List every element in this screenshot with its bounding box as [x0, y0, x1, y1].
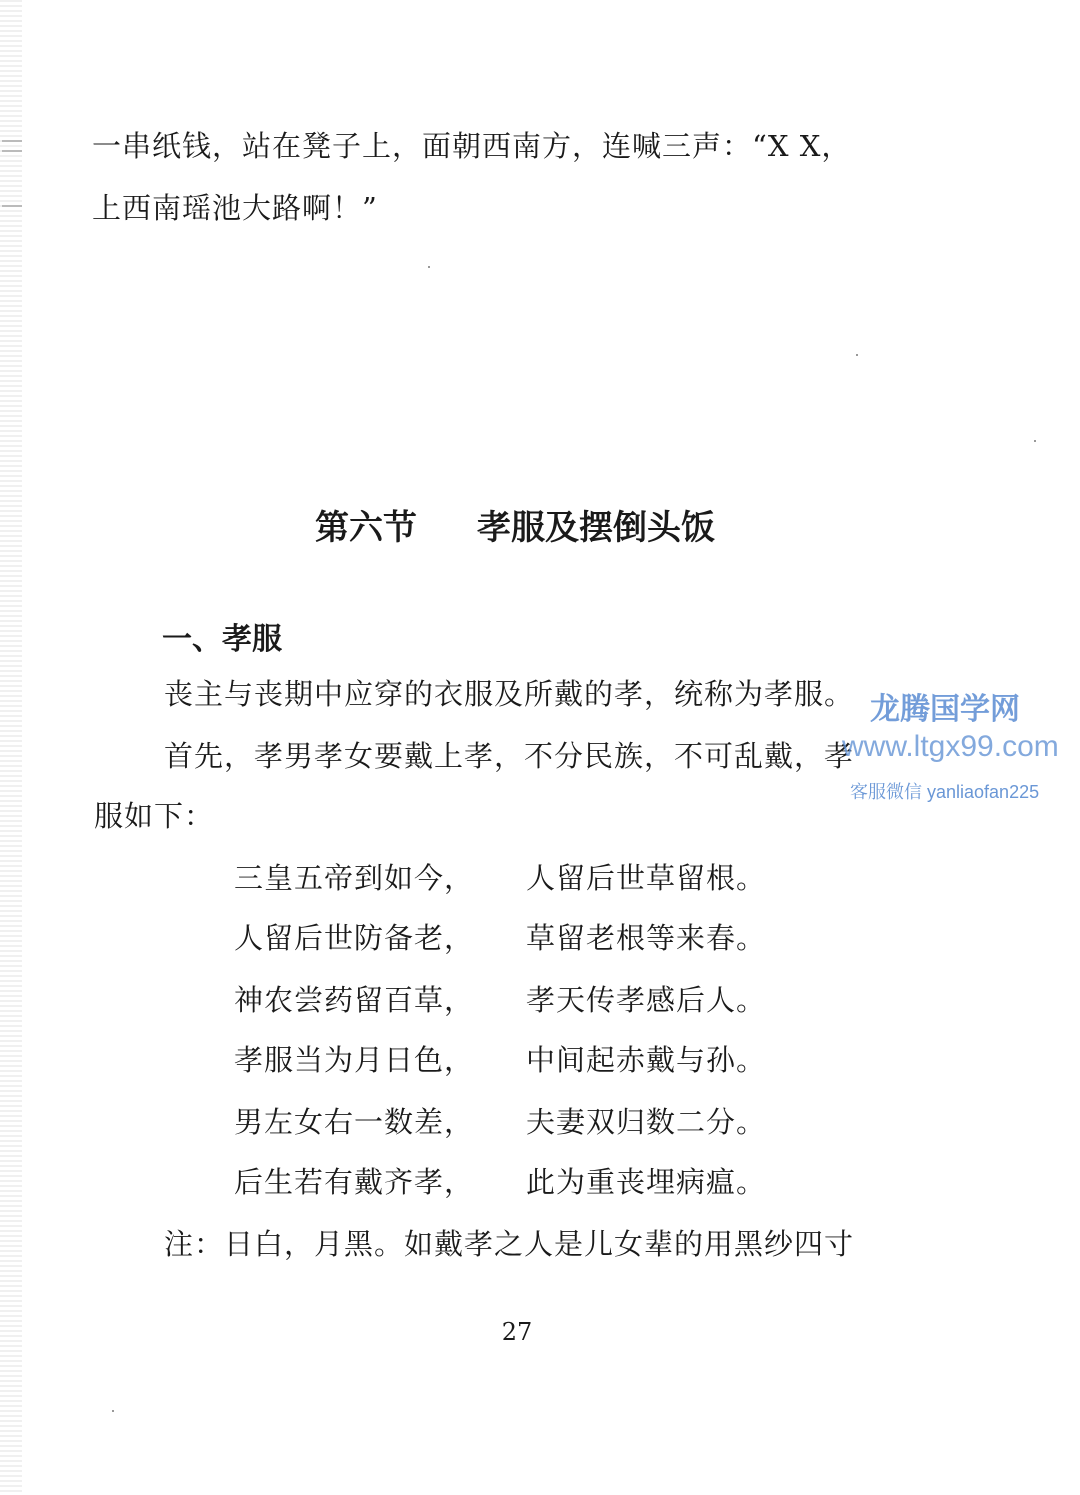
verse-right: 此为重丧埋病瘟。 [526, 1165, 767, 1199]
verse-left: 人留后世防备老， [234, 921, 475, 955]
verse-line [234, 858, 767, 898]
scan-speck [856, 354, 858, 356]
section-number: 第六节 [315, 508, 417, 548]
verse-line [234, 1102, 767, 1142]
scan-speck [1034, 440, 1036, 442]
scan-edge-mark [2, 150, 22, 152]
verse-left: 神农尝药留百草， [234, 983, 475, 1017]
verse-left: 孝服当为月日色， [234, 1043, 475, 1077]
verse-right: 人留后世草留根。 [526, 861, 767, 895]
scan-left-edge [0, 0, 22, 1495]
paragraph-line-2: 首先，孝男孝女要戴上孝，不分民族，不可乱戴，孝 [164, 739, 855, 773]
continuation-line-2: 上西南瑶池大路啊！” [92, 191, 378, 225]
paragraph-line-3: 服如下： [94, 799, 215, 833]
verse-line [234, 918, 767, 958]
verse-right: 中间起赤戴与孙。 [526, 1043, 767, 1077]
verse-right: 孝天传孝感后人。 [526, 983, 767, 1017]
watermark-contact: 客服微信 yanliaofan225 [850, 782, 1040, 802]
scan-edge-mark [2, 140, 22, 142]
verse-line [234, 1162, 767, 1202]
note-line: 注：日白，月黑。如戴孝之人是儿女辈的用黑纱四寸 [164, 1227, 855, 1261]
verse-right: 草留老根等来春。 [526, 921, 767, 955]
watermark-url[interactable]: www.ltgx99.com [842, 730, 1059, 763]
watermark-title: 龙腾国学网 [870, 693, 1020, 726]
subheading: 一、孝服 [162, 622, 282, 657]
scan-speck [428, 266, 430, 268]
scan-edge-mark [2, 205, 22, 207]
verse-left: 男左女右一数差， [234, 1105, 475, 1139]
verse-line [234, 980, 767, 1020]
paragraph-line-1: 丧主与丧期中应穿的衣服及所戴的孝，统称为孝服。 [164, 677, 855, 711]
verse-left: 三皇五帝到如今， [234, 861, 475, 895]
scan-speck [112, 1410, 114, 1412]
section-title [0, 500, 1030, 549]
page-number: 27 [501, 1318, 533, 1346]
section-name: 孝服及摆倒头饭 [477, 508, 715, 548]
verse-left: 后生若有戴齐孝， [234, 1165, 475, 1199]
verse-line [234, 1040, 767, 1080]
continuation-line-1: 一串纸钱，站在凳子上，面朝西南方，连喊三声：“X X， [92, 129, 852, 163]
verse-right: 夫妻双归数二分。 [526, 1105, 767, 1139]
